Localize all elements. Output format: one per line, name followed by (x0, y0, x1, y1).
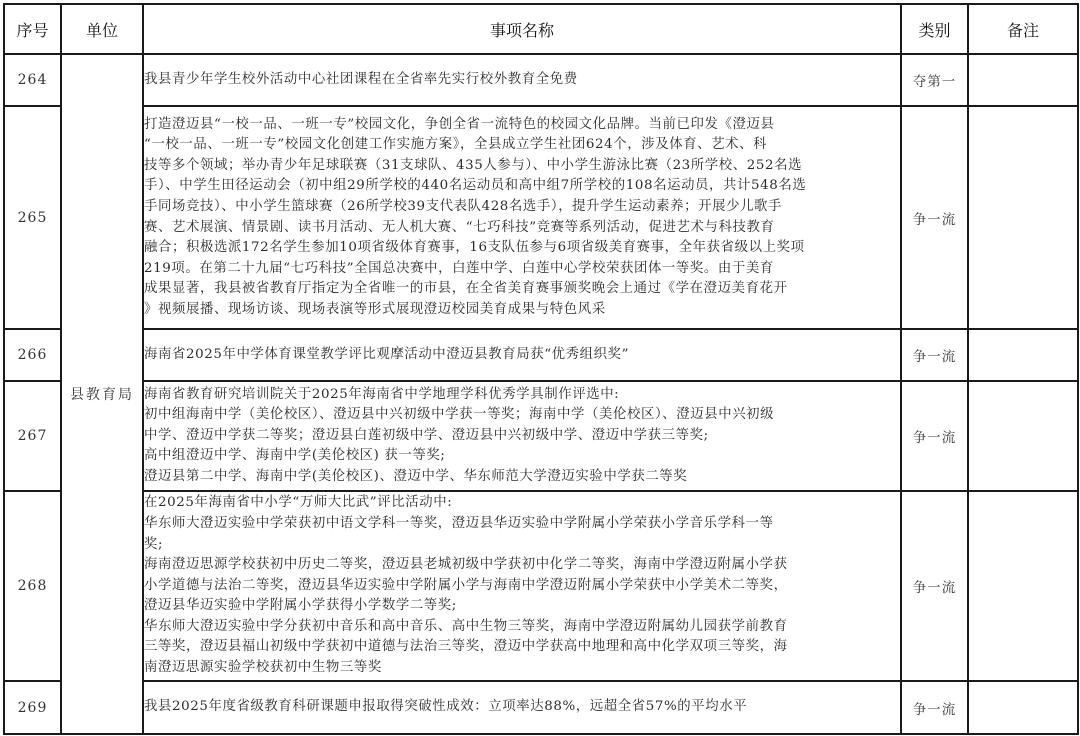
row-note (968, 54, 1078, 106)
row-item-text: 我县青少年学生校外活动中心社团课程在全省率先实行校外教育全免费 (143, 54, 901, 106)
row-seq: 269 (4, 681, 61, 734)
row-item-text: 海南省教育研究培训院关于2025年海南省中学地理学科优秀学具制作评选中: 初中组海南中学（美伦校区）、澄迈县中兴初级中学获一等奖；海南中学（美伦校区）、澄迈县中兴初级 中学、澄迈中学获二等奖；澄迈县白莲初级中学、澄迈县中兴初级中学、澄迈中学获三等奖; 高中组澄迈中学、海南中学(美伦校区) 获一等奖; 澄迈县第二中学、海南中学(美伦校区)、澄迈中学、华东师范大学澄迈实验中学获二等奖 (143, 381, 901, 491)
row-note (968, 381, 1078, 491)
header-row (4, 4, 1078, 54)
header-seq: 序号 (4, 4, 61, 54)
row-seq: 266 (4, 329, 61, 381)
achievements-table (3, 3, 1079, 735)
row-category: 争一流 (901, 491, 968, 681)
row-item-text: 海南省2025年中学体育课堂教学评比观摩活动中澄迈县教育局获“优秀组织奖” (143, 329, 901, 381)
document-sheet (3, 3, 1079, 735)
unit-cell: 县教育局 (61, 54, 143, 734)
row-seq: 268 (4, 491, 61, 681)
table-row (4, 681, 1078, 734)
row-note (968, 106, 1078, 329)
table-row (4, 106, 1078, 329)
header-unit: 单位 (61, 4, 143, 54)
row-category: 争一流 (901, 106, 968, 329)
header-category: 类别 (901, 4, 968, 54)
row-seq: 264 (4, 54, 61, 106)
row-item-text: 打造澄迈县“一校一品、一班一专”校园文化，争创全省一流特色的校园文化品牌。当前已印发《澄迈县 “一校一品、一班一专”校园文化创建工作实施方案》，全县成立学生社团624个，涉及体育、艺术、科 技等多个领域；举办青少年足球联赛（31支球队、435人参与）、中小学生游泳比赛（23所学校、252名选 手）、中学生田径运动会（初中组29所学校的440名运动员和高中组7所学校的108名运动员，共计548名选 手同场竞技）、中小学生篮球赛（26所学校39支代表队428名选手），提升学生运动素养；开展少儿歌手 赛、艺术展演、情景剧、读书月活动、无人机大赛、“七巧科技”竞赛等系列活动，促进艺术与科技教育 融合；积极选派172名学生参加10项省级体育赛事，16支队伍参与6项省级美育赛事，全年获省级以上奖项 219项。在第二十九届“七巧科技”全国总决赛中，白莲中学、白莲中心学校荣获团体一等奖。由于美育 成果显著，我县被省教育厅指定为全省唯一的市县，在全省美育赛事颁奖晚会上通过《学在澄迈美育花开 》视频展播、现场访谈、现场表演等形式展现澄迈校园美育成果与特色风采 (143, 106, 901, 329)
row-category: 争一流 (901, 381, 968, 491)
row-category: 争一流 (901, 329, 968, 381)
table-row (4, 54, 1078, 106)
row-item-text: 在2025年海南省中小学“万师大比武”评比活动中: 华东师大澄迈实验中学荣获初中语文学科一等奖，澄迈县华迈实验中学附属小学荣获小学音乐学科一等 奖; 海南澄迈思源学校获初中历史二等奖，澄迈县老城初级中学获初中化学二等奖，海南中学澄迈附属小学获 小学道德与法治二等奖，澄迈县华迈实验中学附属小学与海南中学澄迈附属小学荣获中小学美术二等奖， 澄迈县华迈实验中学附属小学获得小学数学二等奖; 华东师大澄迈实验中学分获初中音乐和高中音乐、高中生物三等奖，海南中学澄迈附属幼儿园获学前教育 三等奖，澄迈县福山初级中学获初中道德与法治三等奖，澄迈中学获高中地理和高中化学双项三等奖，海 南澄迈思源实验学校获初中生物三等奖 (143, 491, 901, 681)
row-note (968, 681, 1078, 734)
row-seq: 267 (4, 381, 61, 491)
row-category: 夺第一 (901, 54, 968, 106)
header-note: 备注 (968, 4, 1078, 54)
row-category: 争一流 (901, 681, 968, 734)
table-row (4, 329, 1078, 381)
header-item-name: 事项名称 (143, 4, 901, 54)
row-item-text: 我县2025年度省级教育科研课题申报取得突破性成效：立项率达88%，远超全省57%的平均水平 (143, 681, 901, 734)
table-row (4, 381, 1078, 491)
row-note (968, 491, 1078, 681)
row-seq: 265 (4, 106, 61, 329)
row-note (968, 329, 1078, 381)
table-row (4, 491, 1078, 681)
